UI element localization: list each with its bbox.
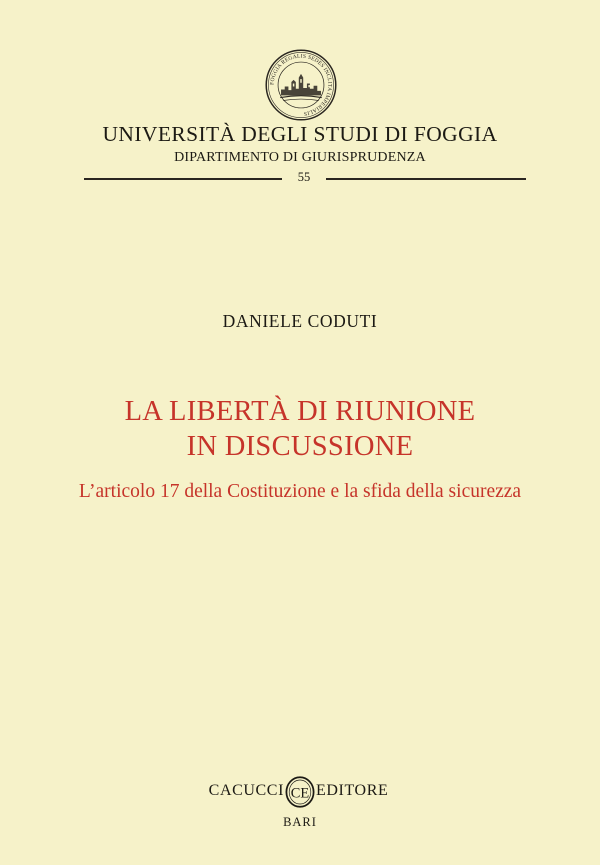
publisher-block [0,776,600,810]
university-seal-icon [264,48,338,122]
book-title-line-2: IN DISCUSSIONE [186,431,414,462]
seal-text: FOGGIA REGALIS SEDES INCLITA IMPERIALIS [269,53,333,117]
series-number: 55 [297,170,311,184]
series-rule-right [326,178,526,180]
university-name: UNIVERSITÀ DEGLI STUDI DI FOGGIA [102,122,498,146]
publisher-name-left: CACUCCI [208,782,284,799]
publisher-logo-icon [284,776,316,808]
series-rule-left [84,178,282,180]
publisher-city: BARI [283,815,317,829]
publisher-name-right: EDITORE [316,782,389,799]
department-name: DIPARTIMENTO DI GIURISPRUDENZA [174,150,426,165]
publisher-logo-letters: CE [290,785,310,802]
book-title-line-1: LA LIBERTÀ DI RIUNIONE [124,396,476,427]
author-name: DANIELE CODUTI [222,311,378,331]
book-subtitle: L’articolo 17 della Costituzione e la sfida della sicurezza [78,481,522,502]
